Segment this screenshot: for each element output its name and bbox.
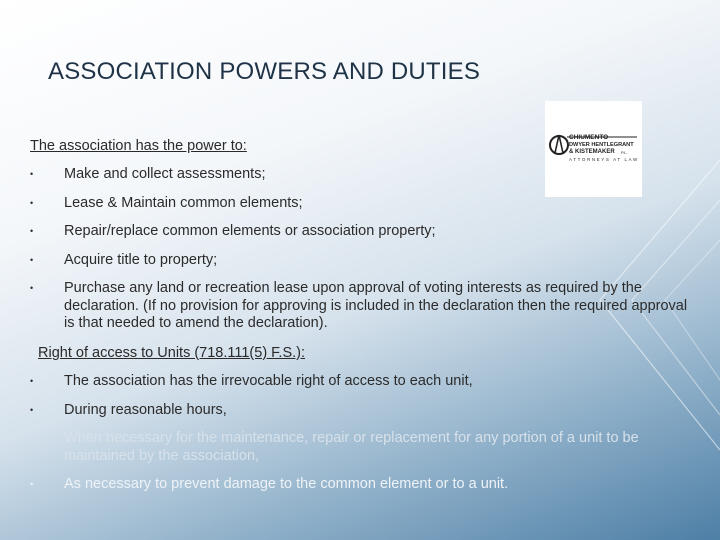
list-item xyxy=(30,476,700,494)
section-heading-powers: The association has the power to: xyxy=(30,138,247,154)
item-text: The association has the irrevocable right of access to each unit, xyxy=(64,373,473,389)
item-text: As necessary to prevent damage to the common element or to a unit. xyxy=(64,476,509,492)
bullet: • xyxy=(30,479,34,489)
item-text: When necessary for the maintenance, repair or replacement for any portion of a unit to be maintained by the association, xyxy=(64,430,639,464)
list-item xyxy=(30,223,700,241)
section-heading-access: Right of access to Units (718.111(5) F.S.): xyxy=(38,345,306,361)
item-text: Make and collect assessments; xyxy=(64,166,266,182)
bullet: • xyxy=(30,226,34,236)
list-item xyxy=(30,195,700,213)
logo-suffix: P.L. xyxy=(621,150,628,155)
item-text: Lease & Maintain common elements; xyxy=(64,194,303,211)
item-text: Purchase any land or recreation lease upon approval of voting interests as required by the declaration. (If no provision for approving is included in the declaration then the required approval is that needed to amend the declaration). xyxy=(64,280,688,331)
list-item xyxy=(30,166,700,184)
bullet: • xyxy=(30,169,34,179)
bullet: • xyxy=(30,404,34,415)
bullet: • xyxy=(30,376,34,386)
list-item xyxy=(30,252,700,270)
logo-line-2: DWYER HENTLEGRANT xyxy=(569,142,634,148)
bullet: • xyxy=(30,433,34,443)
list-item xyxy=(30,402,700,420)
list-item xyxy=(30,430,700,465)
item-text: Repair/replace common elements or association property; xyxy=(64,223,436,239)
list-item xyxy=(30,280,700,333)
logo-line-3: & KISTEMAKER xyxy=(569,149,615,155)
list-item xyxy=(30,373,700,391)
slide-title: ASSOCIATION POWERS AND DUTIES xyxy=(48,58,481,85)
bullet: • xyxy=(30,254,34,265)
bullet: • xyxy=(30,283,34,293)
logo-line-1: CHIUMENTO xyxy=(569,134,609,141)
powers-list xyxy=(30,166,700,333)
access-list xyxy=(30,373,700,494)
logo-line-4: ATTORNEYS AT LAW xyxy=(569,157,639,162)
item-text: During reasonable hours, xyxy=(64,401,227,418)
bullet: • xyxy=(30,197,34,208)
item-text: Acquire title to property; xyxy=(64,251,218,268)
